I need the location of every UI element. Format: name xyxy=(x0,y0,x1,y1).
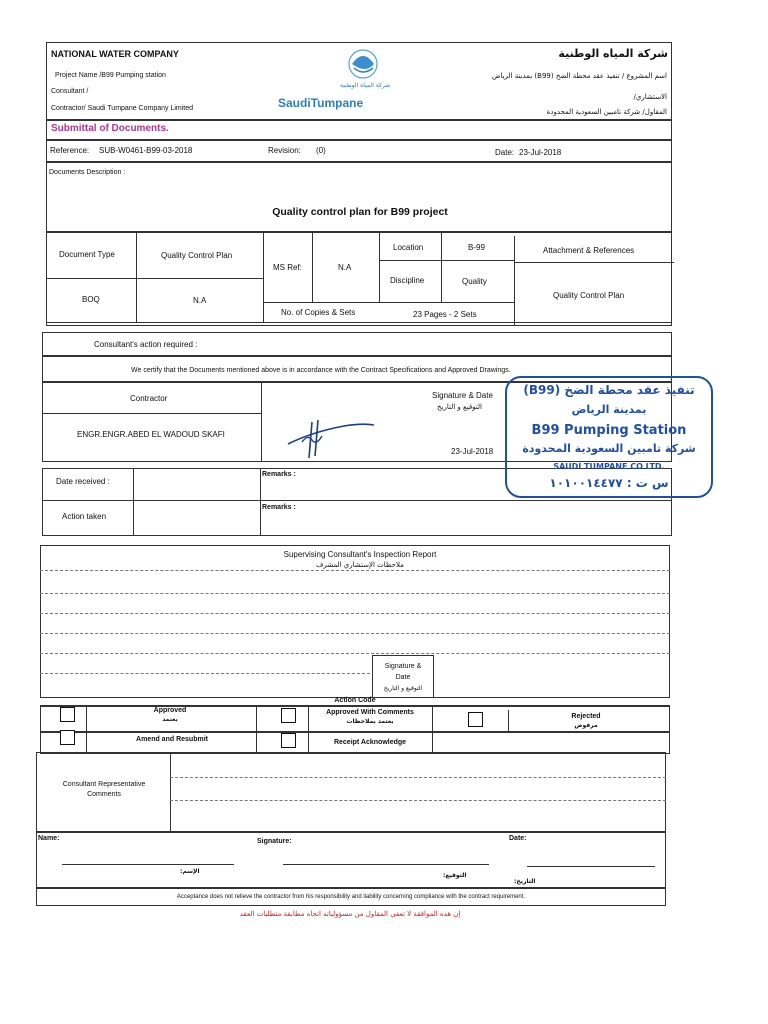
inspection-title: Supervising Consultant's Inspection Report xyxy=(283,550,437,559)
stamp-line-5: SAUDI TUMPANE CO LTD. xyxy=(553,462,665,471)
approved-ar: يعتمد xyxy=(162,716,178,723)
receipt-divider xyxy=(42,500,672,501)
action-code-title: Action Code xyxy=(334,697,376,704)
consultant-rep-label-1: Consultant Representative xyxy=(62,781,146,788)
revision-label: Revision: xyxy=(268,146,301,155)
ms-ref-label: MS Ref: xyxy=(273,263,302,272)
contractor-label: Contractor xyxy=(130,394,168,403)
approved-comments-checkbox[interactable] xyxy=(281,708,296,723)
approved-checkbox[interactable] xyxy=(60,707,75,722)
report-line xyxy=(40,613,670,614)
approved-comments-ar: يعتمد بملاحظات xyxy=(346,718,394,725)
disclaimer-en: Acceptance does not relieve the contractor from his responsibility and liability concerning compliance with the contract requirement. xyxy=(176,894,526,900)
rep-divider xyxy=(170,752,171,832)
name-line[interactable] xyxy=(62,864,234,865)
discipline-value: Quality xyxy=(462,277,487,286)
section-divider xyxy=(42,413,261,414)
report-line xyxy=(40,633,670,634)
table-divider xyxy=(441,232,442,302)
disclaimer-ar: إن هذه الموافقة لا تعفي المقاول من مسؤولياته اتجاه مطابقة متطلبات العقد xyxy=(239,910,461,918)
signature-label: Signature: xyxy=(257,838,292,845)
report-line xyxy=(40,653,670,654)
stamp-line-3: B99 Pumping Station xyxy=(531,423,687,438)
remarks-1-label: Remarks : xyxy=(262,471,296,478)
rejected-checkbox[interactable] xyxy=(468,712,483,727)
table-divider xyxy=(46,278,264,279)
signature-scribble-icon xyxy=(282,414,377,462)
table-divider xyxy=(379,232,380,302)
company-stamp xyxy=(505,376,713,498)
date-received-label: Date received : xyxy=(56,477,110,486)
project-name: Project Name /B99 Pumping station xyxy=(55,72,166,79)
approved-label: Approved xyxy=(153,707,187,714)
boq-label: BOQ xyxy=(82,295,100,304)
docs-description-box xyxy=(46,162,672,232)
project-name-ar: اسم المشروع / تنفيذ عقد محطة الضخ (B99) بمدينة الرياض xyxy=(491,72,667,80)
contractor-line: Contractor/ Saudi Tumpane Company Limited xyxy=(51,105,194,112)
document-type-label: Document Type xyxy=(59,250,115,259)
company-name-ar: شركة المياه الوطنية xyxy=(558,47,668,60)
consultant-ar: الاستشاري/ xyxy=(633,93,667,101)
date-ar: التاريخ: xyxy=(514,878,536,885)
copies-label: No. of Copies & Sets xyxy=(281,308,356,317)
receipt-ack-checkbox[interactable] xyxy=(281,733,296,748)
table-divider xyxy=(136,232,137,322)
location-value: B-99 xyxy=(468,243,485,252)
discipline-label: Discipline xyxy=(390,276,425,285)
table-divider xyxy=(263,232,264,322)
action-taken-label: Action taken xyxy=(62,512,107,521)
signature-ar: التوقيع: xyxy=(443,872,467,879)
docs-description-label: Documents Description : xyxy=(49,169,126,176)
table-divider xyxy=(379,260,515,261)
rep-comment-line xyxy=(170,800,666,801)
signature-date-ar: التوقيع و التاريخ xyxy=(437,403,482,411)
name-label: Name: xyxy=(38,835,60,842)
logo-arabic-text: شركة المياه الوطنية xyxy=(340,82,391,89)
certify-text: We certify that the Documents mentioned above is in accordance with the Contract Specifications and Approved Drawings. xyxy=(131,367,511,374)
reference-value: SUB-W0461-B99-03-2018 xyxy=(99,146,193,155)
date-label: Date: xyxy=(495,148,515,157)
consultant-rep-label-2: Comments xyxy=(87,791,121,798)
amend-resubmit-checkbox[interactable] xyxy=(60,730,75,745)
company-name-en: NATIONAL WATER COMPANY xyxy=(51,49,179,59)
inspection-sig-label-ar: التوقيع و التاريخ xyxy=(383,685,423,692)
logo-text: SaudiTumpane xyxy=(278,96,364,110)
contractor-ar: المقاول/ شركة تامبين السعودية المحدودة xyxy=(546,108,667,116)
company-logo xyxy=(278,44,391,116)
boq-value: N.A xyxy=(193,296,207,305)
date-line[interactable] xyxy=(527,866,655,867)
remarks-2-label: Remarks : xyxy=(262,504,296,511)
action-divider xyxy=(86,706,87,754)
date-value: 23-Jul-2018 xyxy=(519,148,562,157)
action-divider xyxy=(256,706,257,754)
location-label: Location xyxy=(393,243,424,252)
inspection-sig-label-1: Signature & xyxy=(384,663,422,670)
action-divider xyxy=(308,706,309,754)
consultant-action-label: Consultant's action required : xyxy=(94,340,198,349)
receipt-divider xyxy=(133,468,134,536)
approved-comments-label: Approved With Comments xyxy=(326,709,414,716)
engineer-name: ENGR.ENGR.ABED EL WADOUD SKAFI xyxy=(77,430,225,439)
table-divider xyxy=(514,262,674,263)
stamp-line-2: بمدينة الرياض xyxy=(571,403,647,416)
amend-resubmit-label: Amend and Resubmit xyxy=(136,736,208,743)
table-divider xyxy=(514,236,515,326)
document-type-value: Quality Control Plan xyxy=(161,251,233,260)
name-ar: الإسم: xyxy=(180,868,200,875)
action-divider xyxy=(432,706,433,754)
table-divider xyxy=(312,232,313,302)
signature-date-label: Signature & Date xyxy=(432,391,493,400)
inspection-sig-label-2: Date xyxy=(395,674,411,681)
docs-title: Quality control plan for B99 project xyxy=(272,206,448,218)
rejected-ar: مرفوض xyxy=(574,722,598,729)
rep-comment-line xyxy=(170,777,666,778)
table-divider xyxy=(46,322,672,323)
table-divider xyxy=(263,302,515,303)
section-divider xyxy=(261,382,262,462)
receipt-divider xyxy=(260,468,261,536)
revision-value: (0) xyxy=(316,146,326,155)
inspection-title-ar: ملاحظات الإستشاري المشرف xyxy=(316,561,404,569)
attachment-label: Attachment & References xyxy=(543,246,635,255)
consultant-line: Consultant / xyxy=(51,88,89,95)
sign-date: 23-Jul-2018 xyxy=(451,447,494,456)
action-divider xyxy=(508,710,509,732)
footer-date-label: Date: xyxy=(509,835,527,842)
stamp-line-4: شركة تامبين السعودية المحدودة xyxy=(522,442,696,455)
copies-value: 23 Pages - 2 Sets xyxy=(413,310,477,319)
rejected-label: Rejected xyxy=(571,713,601,720)
report-line xyxy=(40,570,670,571)
submittal-title: Submittal of Documents. xyxy=(51,123,169,134)
signature-line[interactable] xyxy=(283,864,489,865)
attachment-value: Quality Control Plan xyxy=(553,291,625,300)
footer-sign-box xyxy=(36,832,666,888)
receipt-ack-label: Receipt Acknowledge xyxy=(333,739,407,746)
stamp-line-6: س ت : ١٠١٠٠١٤٤٧٧ xyxy=(549,476,669,490)
report-line xyxy=(40,673,370,674)
stamp-line-1: تنفيذ عقد محطة الضخ (B99) xyxy=(523,383,695,397)
reference-label: Reference: xyxy=(50,146,90,155)
ms-ref-value: N.A xyxy=(338,263,352,272)
report-line xyxy=(40,593,670,594)
